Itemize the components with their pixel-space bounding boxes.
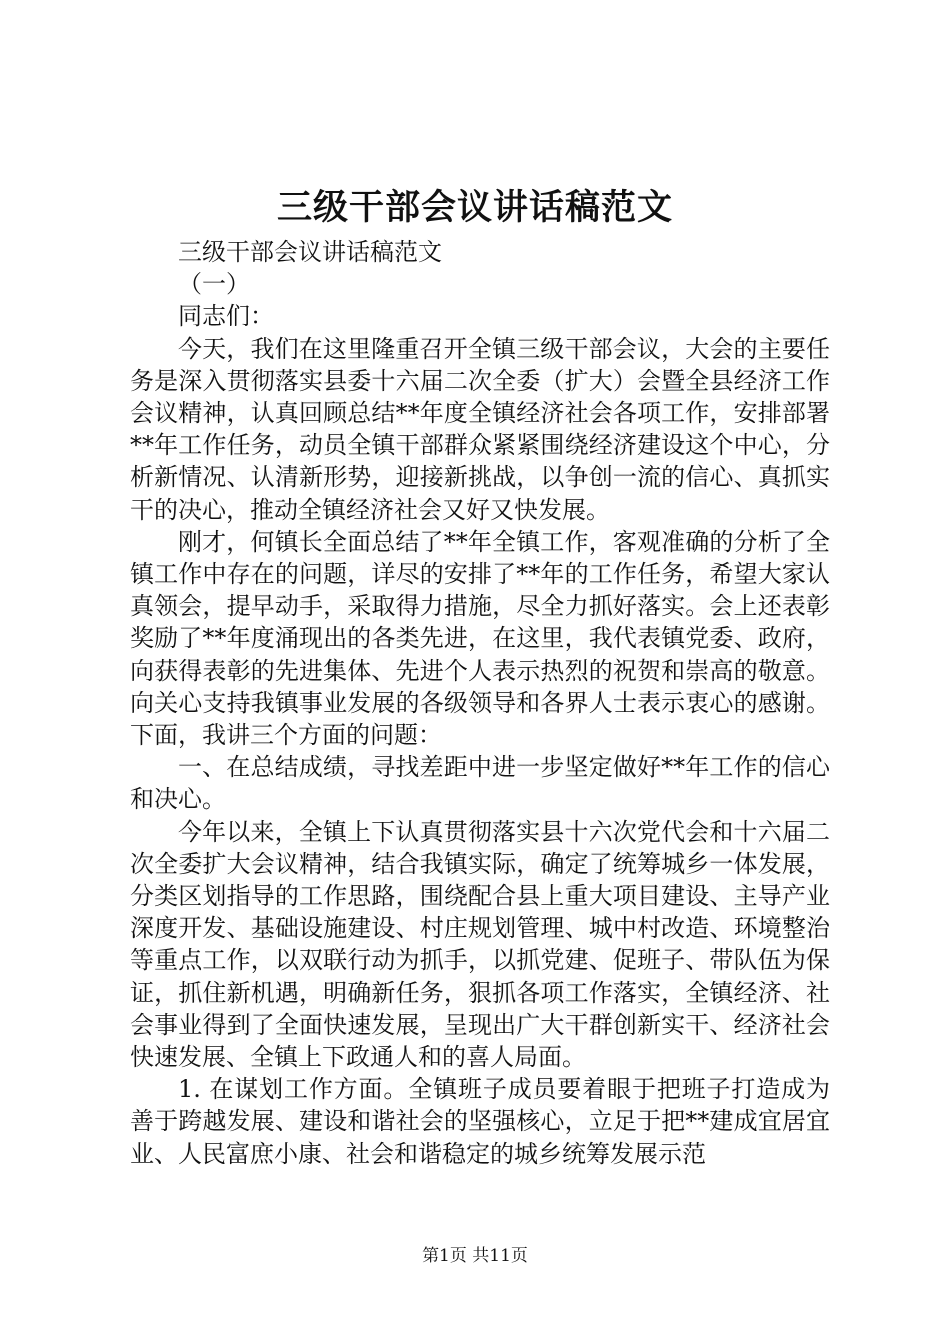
paragraph-salutation: 同志们：	[178, 302, 274, 331]
paragraph-review: 刚才，何镇长全面总结了**年全镇工作，客观准确的分析了全镇工作中存在的问题，详尽的安排了**年的工作任务，希望大家认真领会，提早动手，采取得力措施，尽全力抓好落实。会上还表彰奖励了**年度涌现出的各类先进，在这里，我代表镇党委、政府，向获得表彰的先进集体、先进个人表示热烈的祝贺和崇高的敬意。向关心支持我镇事业发展的各级领导和各界人士表示衷心的感谢。下面，我讲三个方面的问题：	[130, 527, 830, 750]
page-footer: 第1页 共11页	[422, 1246, 528, 1266]
paragraph-heading-one: 一、在总结成绩，寻找差距中进一步坚定做好**年工作的信心和决心。	[130, 753, 830, 814]
page-title: 三级干部会议讲话稿范文	[276, 187, 673, 228]
paragraph-achievements: 今年以来，全镇上下认真贯彻落实县十六次党代会和十六届二次全委扩大会议精神，结合我镇实际，确定了统筹城乡一体发展，分类区划指导的工作思路，围绕配合县上重大项目建设、主导产业深度开发、基础设施建设、村庄规划管理、城中村改造、环境整治等重点工作，以双联行动为抓手，以抓党建、促班子、带队伍为保证，抓住新机遇，明确新任务，狠抓各项工作落实，全镇经济、社会事业得到了全面快速发展，呈现出广大干群创新实干、经济社会快速发展、全镇上下政通人和的喜人局面。	[130, 817, 830, 1072]
document-body	[130, 236, 830, 1170]
paragraph-subtitle: 三级干部会议讲话稿范文	[178, 238, 442, 266]
paragraph-opening: 今天，我们在这里隆重召开全镇三级干部会议，大会的主要任务是深入贯彻落实县委十六届二次全委（扩大）会暨全县经济工作会议精神，认真回顾总结**年度全镇经济社会各项工作，安排部署**年工作任务，动员全镇干部群众紧紧围绕经济建设这个中心，分析新情况、认清新形势，迎接新挑战，以争创一流的信心、真抓实干的决心，推动全镇经济社会又好又快发展。	[130, 334, 830, 524]
paragraph-item-one: 1. 在谋划工作方面。全镇班子成员要着眼于把班子打造成为善于跨越发展、建设和谐社会的坚强核心，立足于把**建成宜居宜业、人民富庶小康、社会和谐稳定的城乡统筹发展示范	[130, 1075, 830, 1168]
paragraph-section-number: （一）	[178, 270, 250, 299]
